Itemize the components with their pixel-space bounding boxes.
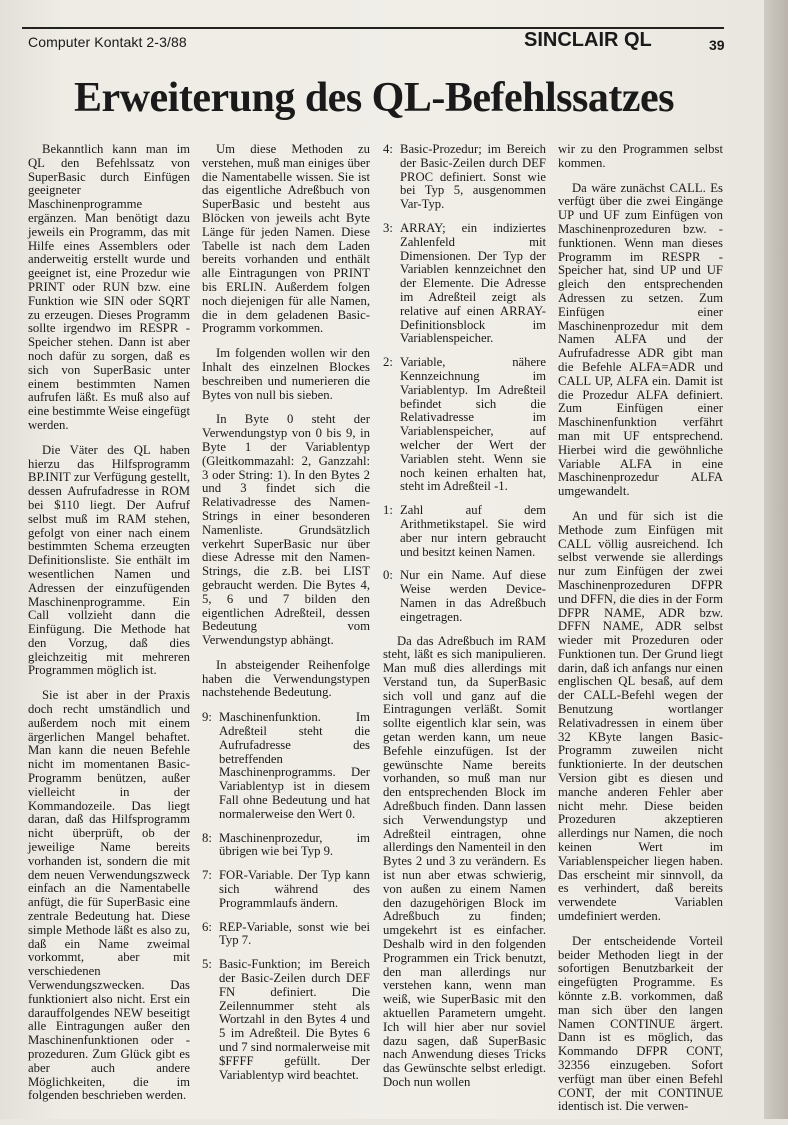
paragraph: In absteigender Reihenfolge haben die Verwendungstypen nachstehende Bedeutung. — [202, 657, 370, 700]
list-item — [383, 356, 546, 494]
paragraph: An und für sich ist die Methode zum Einfügen mit CALL völlig ausreichend. Ich selbst verwende sie allerdings nur zum Einfügen der zwei Maschinenprozeduren DFPR und DFFN, die dies in der Form DFPR NAME, ADR bzw. DFFN NAME, ADR selbst wieder mit Prozeduren oder Funktionen tun. Der Grund liegt darin, daß ich anfangs nur einen englischen QL besaß, auf dem der CALL-Befehl wegen der Benutzung wortlanger Relativadressen in einem über 32 KByte langen Basic-Programm zuweilen nicht funktionierte. In der deutschen Version gibt es diesen und manche anderen Fehler aber nicht mehr. Diese beiden Prozeduren akzeptieren allerdings nur Namen, die noch keinen Wert im Variablenspeicher liegen haben. Das erscheint mir sinnvoll, da es verhindert, daß bereits verwendete Variablen umdefiniert werden. — [558, 508, 723, 924]
list-item — [383, 143, 546, 212]
list-item — [383, 222, 546, 346]
column-1 — [28, 143, 190, 1114]
paragraph: wir zu den Programmen selbst kommen. — [558, 142, 723, 170]
paragraph: Da das Adreßbuch im RAM steht, läßt es sich manipulieren. Man muß dies allerdings mit Verstand tun, da SuperBasic sich voll und ganz auf die Eintragungen verläßt. Somit sollte eigentlich klar sein, was getan werden kann, um neue Befehle einzufügen. Ist der gewünschte Name bereits vorhanden, so muß man nur den entsprechenden Block im Adreßbuch finden. Dann lassen sich Verwendungstyp und Adreßteil eintragen, ohne allerdings den Namenteil in den Bytes 2 und 3 zu verändern. Es ist nun aber etwas schwierig, von außen zu einem Namen den dazugehörigen Block im Adreßbuch zu finden; umgekehrt ist es einfacher. Deshalb wird in den folgenden Programmen ein Trick benutzt, den man allerdings nur verstehen kann, wenn man weiß, wie SuperBasic mit den aktuellen Parametern umgeht. Ich will hier aber nur soviel dazu sagen, daß SuperBasic nach Anwendung dieses Tricks das Gewünschte selbst erledigt. Doch nun wollen — [383, 633, 546, 1089]
list-item — [202, 869, 370, 910]
list-number: 1: — [383, 503, 393, 518]
paragraph: Sie ist aber in der Praxis doch recht umständlich und außerdem noch mit einem ärgerlichen Mangel behaftet. Man kann die neuen Befehle nicht im momentanen Basic-Programm benützen, außer vielleicht in der Kommandozeile. Das liegt daran, daß das Hilfsprogramm nicht überprüft, ob der jeweilige Name bereits vorhanden ist, sondern die mit dem neuen Verwendungszweck einfach an die Namentabelle anfügt, die für SuperBasic eine zentrale Bedeutung hat. Diese simple Methode läßt es also zu, daß ein Name zweimal vorkommt, aber mit verschiedenen Verwendungszwecken. Das funktioniert also nicht. Erst ein darauffolgendes NEW beseitigt alle Eintragungen außer den Maschinenfunktionen oder -prozeduren. Zum Glück gibt es aber auch andere Möglichkeiten, die im folgenden beschrieben werden. — [28, 688, 190, 1103]
paragraph: Im folgenden wollen wir den Inhalt des einzelnen Blockes beschreiben und numerieren die Bytes von null bis sieben. — [202, 346, 370, 402]
list-number: 7: — [202, 868, 212, 883]
page-number: 39 — [709, 37, 725, 53]
list-text: Zahl auf dem Arithmetikstapel. Sie wird aber nur intern gebraucht und besitzt keinen Namen. — [400, 503, 546, 559]
article-title: Erweiterung des QL-Befehlssatzes — [74, 75, 674, 121]
list-item — [202, 921, 370, 949]
paragraph: Der entscheidende Vorteil beider Methoden liegt in der sofortigen Benutzbarkeit der eingefügten Programme. Es könnte z.B. vorkommen, daß man sich über den langen Namen CONTINUE ärgert. Dann ist es möglich, das Kommando DFPR CONT, 32356 einzugeben. Sofort verfügt man über einen Befehl CONT, der mit CONTINUE identisch ist. Die verwen- — [558, 933, 723, 1114]
list-item — [202, 832, 370, 860]
paragraph: Um diese Methoden zu verstehen, muß man einiges über die Namentabelle wissen. Sie ist das eigentliche Adreßbuch von SuperBasic und besteht aus Blöcken von jeweils acht Byte Länge für jeden Namen. Diese Tabelle ist nach dem Laden bereits vorhanden und enthält alle Eintragungen von PRINT bis ERLIN. Außerdem folgen noch diejenigen für alle Namen, die in dem geladenen Basic-Programm vorkommen. — [202, 142, 370, 336]
magazine-issue: Computer Kontakt 2-3/88 — [28, 34, 187, 50]
paragraph: In Byte 0 steht der Verwendungstyp von 0 bis 9, in Byte 1 der Variablentyp (Gleitkommazahl: 2, Ganzzahl: 3 oder String: 1). In den Bytes 2 und 3 findet sich die Relativadresse des Namen-Strings in einer besonderen Namenliste. Grundsätzlich verkehrt SuperBasic nur über diese Adresse mit den Namen-Strings, die z.B. bei LIST gebraucht werden. Die Bytes 4, 5, 6 und 7 bilden den eigentlichen Adreßteil, dessen Bedeutung vom Verwendungstyp abhängt. — [202, 412, 370, 648]
paragraph: Bekanntlich kann man im QL den Befehlssatz von SuperBasic durch Einfügen geeigneter Maschinenprogramme ergänzen. Man benötigt dazu jeweils ein Programm, das mit Hilfe eines Assemblers oder anderweitig erstellt wurde und geeignet ist, eine Prozedur wie PRINT oder RUN bzw. eine Funktion wie SIN oder SQRT zu erzeugen. Dieses Programm sollte irgendwo im RESPR - Speicher stehen. Dann ist aber noch dafür zu sorgen, daß es sich von SuperBasic unter einem bestimmten Namen aufrufen läßt. Es muß also auf eine bestimmte Weise eingefügt werden. — [28, 142, 190, 432]
page-edge-shadow — [764, 0, 788, 1119]
section-title: SINCLAIR QL — [524, 29, 652, 51]
list-item — [202, 958, 370, 1082]
list-number: 9: — [202, 710, 212, 725]
list-number: 5: — [202, 957, 212, 972]
column-2 — [202, 143, 370, 1092]
paragraph: Da wäre zunächst CALL. Es verfügt über die zwei Eingänge UP und UF zum Einfügen von Maschinenprozeduren bzw. -funktionen. Wenn man dieses Programm im RESPR - Speicher hat, sind UP und UF gleich den entsprechenden Adressen zu setzen. Zum Einfügen einer Maschinenprozedur mit dem Namen ALFA und der Aufrufadresse ADR gibt man die Befehle ALFA=ADR und CALL UP, ALFA ein. Damit ist die Prozedur ALFA definiert. Zum Einfügen einer Maschinenfunktion verfährt man mit UF entsprechend. Hierbei wird die gewöhnliche Variable ALFA in eine Maschinenprozedur ALFA umgewandelt. — [558, 180, 723, 499]
list-text: FOR-Variable. Der Typ kann sich während des Programmlaufs ändern. — [219, 868, 370, 910]
list-text: Basic-Prozedur; im Bereich der Basic-Zeilen durch DEF PROC definiert. Sonst wie bei Typ 5, ausgenommen Var-Typ. — [400, 142, 546, 212]
column-4 — [558, 143, 723, 1125]
list-number: 3: — [383, 220, 393, 235]
list-text: Maschinenfunktion. Im Adreßteil steht die Aufrufadresse des betreffenden Maschinenprogramms. Der Variablentyp ist in diesem Fall ohne Bedeutung und hat normalerweise den Wert 0. — [219, 710, 370, 821]
list-number: 2: — [383, 355, 393, 370]
list-number: 0: — [383, 568, 393, 583]
list-number: 8: — [202, 830, 212, 845]
list-item — [383, 504, 546, 559]
list-text: ARRAY; ein indiziertes Zahlenfeld mit Dimensionen. Der Typ der Variablen kennzeichnet den der Elemente. Die Adresse im Adreßteil zeigt als relative auf einen ARRAY-Definitionsblock im Variablenspeicher. — [400, 220, 546, 346]
list-text: Variable, nähere Kennzeichnung im Variablentyp. Im Adreßteil befindet sich die Relativadresse im Variablenspeicher, auf welcher der Wert der Variablen steht. Wenn sie noch keinen erhalten hat, steht im Adreßteil -1. — [400, 355, 546, 494]
list-item — [202, 711, 370, 821]
list-number: 6: — [202, 919, 212, 934]
column-3 — [383, 143, 546, 1101]
list-item — [383, 569, 546, 624]
list-text: Nur ein Name. Auf diese Weise werden Device-Namen in das Adreßbuch eingetragen. — [400, 568, 546, 624]
list-text: Basic-Funktion; im Bereich der Basic-Zeilen durch DEF FN definiert. Die Zeilennummer steht als Wortzahl in den Bytes 4 und 5 im Adreßteil. Die Bytes 6 und 7 sind normalerweise mit $FFFF gefüllt. Der Variablentyp wird beachtet. — [219, 957, 370, 1082]
list-number: 4: — [383, 142, 393, 156]
list-text: Maschinenprozedur, im übrigen wie bei Typ 9. — [219, 830, 370, 859]
paragraph: Die Väter des QL haben hierzu das Hilfsprogramm BP.INIT zur Verfügung gestellt, dessen Aufrufadresse in ROM bei $110 liegt. Der Aufruf selbst muß im RAM stehen, gefolgt von einer nach einem bestimmten Schema erzeugten Definitionsliste. Sie enthält im wesentlichen Namen und Adressen der einzufügenden Maschinenprogramme. Ein Call vollzieht dann die Einfügung. Die Methode hat den Vorzug, daß dies gleichzeitig mit mehreren Programmen möglich ist. — [28, 442, 190, 678]
list-text: REP-Variable, sonst wie bei Typ 7. — [219, 919, 370, 948]
